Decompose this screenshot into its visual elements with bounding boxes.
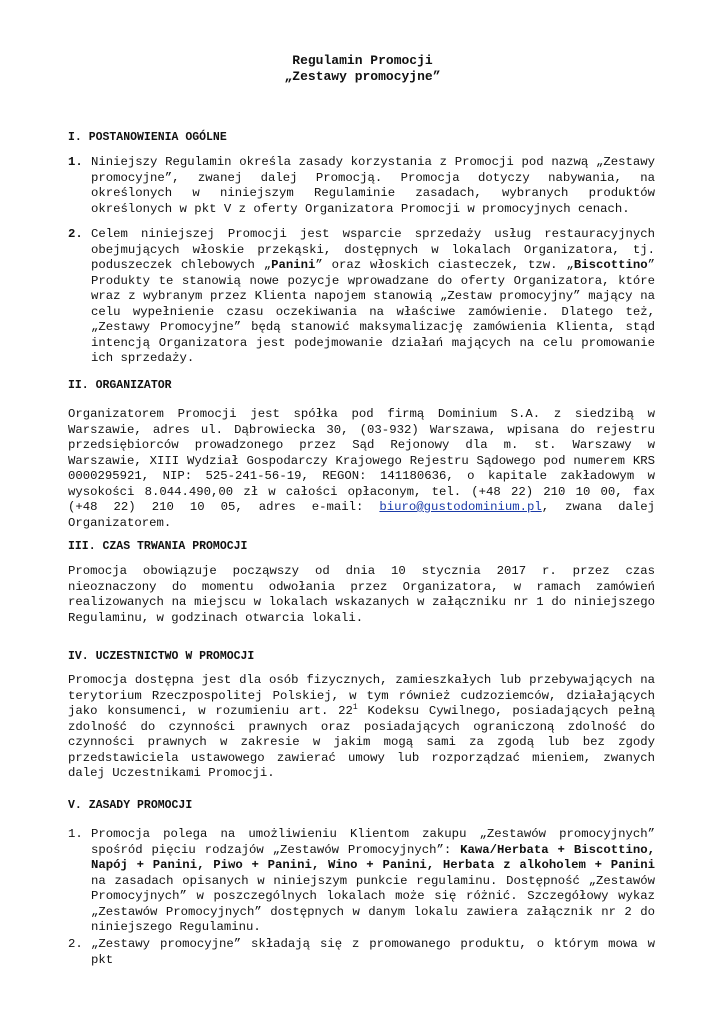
section-heading-general: I. POSTANOWIENIA OGÓLNE — [68, 131, 227, 144]
text-run: ” Produkty te stanowią nowe pozycje wprowadzane do oferty Organizatora, które wraz z wybranym przez Klienta napojem stanowią „Zestaw promocyjny” mający na celu wypełnienie czasu oczekiwania na właściwe zamówienie. Dlatego też, „Zestawy Promocyjne” będą stanowić maksymalizację zamówienia Klienta, stąd intencją Organizatora jest podejmowanie działań mających na celu promowanie ich sprzedaży. — [91, 258, 655, 365]
paragraph-text: Niniejszy Regulamin określa zasady korzystania z Promocji pod nazwą „Zestawy promocyjne”, zwanej dalej Promocją. Promocja dotyczy nabywania, na określonych w niniejszym Regulaminie zasadach, wybranych produktów określonych w pkt V z oferty Organizatora Promocji w promocyjnych cenach. — [91, 155, 655, 216]
participation-paragraph — [68, 673, 655, 782]
paragraph-number: 2. — [68, 227, 83, 241]
section-heading-rules: V. ZASADY PROMOCJI — [68, 799, 193, 812]
organizer-paragraph — [68, 407, 655, 531]
section-heading-organizer: II. ORGANIZATOR — [68, 379, 172, 392]
paragraph-text: „Zestawy promocyjne” składają się z promowanego produktu, o którym mowa w pkt — [91, 937, 655, 967]
section-heading-duration: III. CZAS TRWANIA PROMOCJI — [68, 540, 248, 553]
text-run: Promocja polega na umożliwieniu Klientom zakupu „Zestawów promocyjnych” spośród pięciu rodzajów „Zestawów Promocyjnych”: — [91, 827, 655, 857]
panini-bold: Panini — [271, 258, 316, 272]
text-run: Kodeksu Cywilnego, posiadających pełną zdolność do czynności prawnych oraz posiadających ograniczoną zdolność do czynności prawnych w zakresie w jakim mogą sami za zgodą lub bez zgody przedstawiciela ustawowego zawierać umowy lub rozporządzać mieniem, zwanych dalej Uczestnikami Promocji. — [68, 704, 655, 780]
paragraph-text — [91, 227, 655, 367]
rules-paragraph-1 — [68, 827, 655, 936]
paragraph-number: 2. — [68, 937, 83, 951]
email-link[interactable]: biuro@gustodominium.pl — [379, 500, 542, 514]
paragraph-number: 1. — [68, 827, 83, 841]
section-heading-participation: IV. UCZESTNICTWO W PROMOCJI — [68, 650, 255, 663]
paragraph-text — [91, 827, 655, 936]
paragraph-number: 1. — [68, 155, 83, 169]
text-run: , zwana dalej Organizatorem. — [68, 500, 655, 530]
biscottino-bold: Biscottino — [573, 258, 648, 272]
sets-list-bold: Kawa/Herbata + Biscottino, Napój + Panini, Piwo + Panini, Wino + Panini, Herbata z alkoholem + Panini — [91, 842, 655, 872]
text-run: na zasadach opisanych w niniejszym punkcie regulaminu. Dostępność „Zestawów Promocyjnych” w poszczególnych lokalach może się różnić. Szczegółowy wykaz „Zestawów Promocyjnych” dostępnych w danym lokalu zawiera załącznik nr 2 do niniejszego Regulaminu. — [91, 873, 655, 934]
text-run: Celem niniejszej Promocji jest wsparcie sprzedaży usług restauracyjnych obejmujących włoskie przekąski, dostępnych w lokalach Organizatora, tj. poduszeczek chlebowych „ — [91, 227, 655, 272]
document-subtitle: „Zestawy promocyjne” — [284, 69, 441, 84]
superscript: 1 — [352, 702, 358, 712]
document-title: Regulamin Promocji — [292, 53, 433, 68]
duration-paragraph: Promocja obowiązuje począwszy od dnia 10 stycznia 2017 r. przez czas nieoznaczony do momentu odwołania przez Organizatora, w ramach zamówień realizowanych na miejscu w lokalach wskazanych w załączniku nr 1 do niniejszego Regulaminu, w godzinach otwarcia lokali. — [68, 564, 655, 625]
general-paragraph-2 — [68, 227, 655, 367]
text-run: Promocja dostępna jest dla osób fizycznych, zamieszkałych lub przebywających na terytorium Rzeczpospolitej Polskiej, w tym również cudzoziemców, działających jako konsumenci, w rozumieniu art. 22 — [68, 673, 655, 718]
general-paragraph-1 — [68, 155, 655, 217]
text-run: ” oraz włoskich ciasteczek, tzw. „ — [315, 258, 574, 272]
text-run: Organizatorem Promocji jest spółka pod firmą Dominium S.A. z siedzibą w Warszawie, adres ul. Dąbrowiecka 30, (03-932) Warszawa, wpisana do rejestru przedsiębiorców prowadzonego przez Sąd Rejonowy dla m. st. Warszawy w Warszawie, XIII Wydział Gospodarczy Krajowego Rejestru Sądowego pod numerem KRS 0000295921, NIP: 525-241-56-19, REGON: 141180636, o kapitale zakładowym w wysokości 8.044.490,00 zł w całości opłaconym, tel. (+48 22) 210 10 00, fax (+48 22) 210 10 05, adres e-mail: — [68, 407, 655, 514]
rules-paragraph-2 — [68, 937, 655, 968]
